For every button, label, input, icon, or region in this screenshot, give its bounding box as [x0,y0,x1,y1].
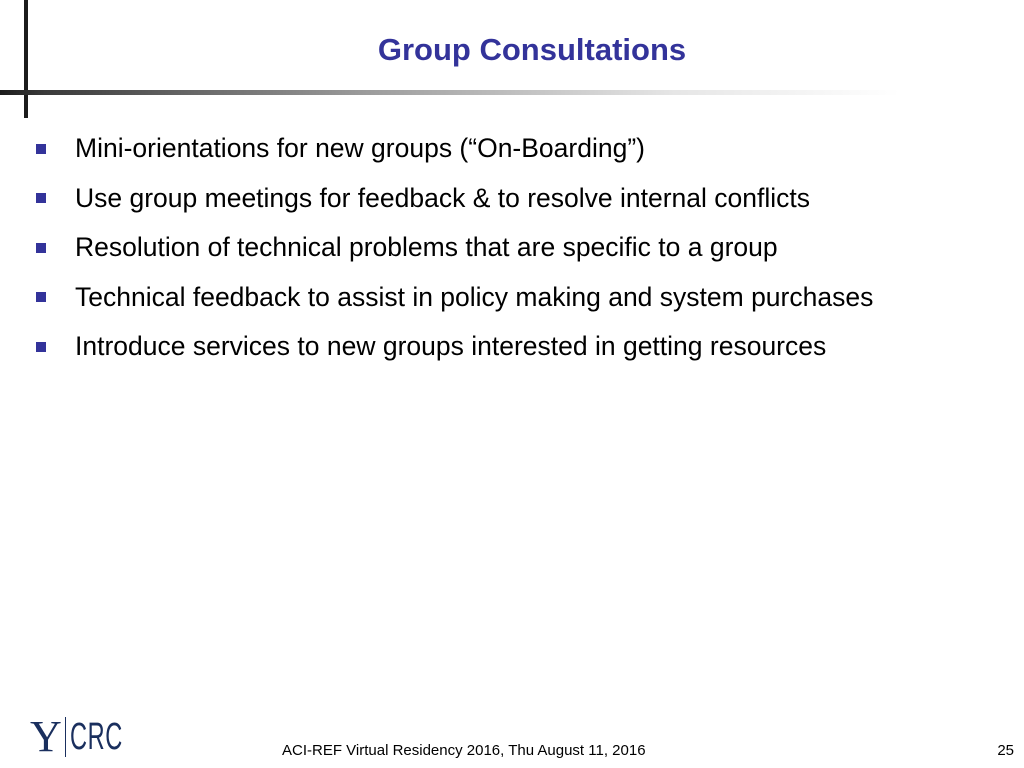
ycrc-logo [30,714,155,760]
square-bullet-icon [36,243,46,253]
bullet-item [36,322,873,372]
logo-y-text: Y [30,712,62,761]
slide-title: Group Consultations [377,32,687,67]
bullet-item [36,273,873,323]
footer-text: ACI-REF Virtual Residency 2016, Thu August 11, 2016 [282,742,646,759]
bullet-text: Technical feedback to assist in policy making and system purchases [75,281,874,312]
vertical-rule [24,0,28,118]
bullet-text: Introduce services to new groups interested in getting resources [75,331,827,362]
bullet-list [36,124,873,372]
bullet-text: Resolution of technical problems that are specific to a group [75,232,778,263]
horizontal-rule [0,90,900,95]
square-bullet-icon [36,193,46,203]
page-number: 25 [997,742,1014,759]
bullet-item [36,124,873,174]
square-bullet-icon [36,342,46,352]
bullet-item [36,174,873,224]
bullet-text: Mini-orientations for new groups (“On-Boarding”) [75,133,645,164]
bullet-text: Use group meetings for feedback & to resolve internal conflicts [75,182,811,213]
square-bullet-icon [36,292,46,302]
logo-divider [65,717,66,757]
square-bullet-icon [36,144,46,154]
logo-crc-text: CRC [69,716,123,758]
bullet-item [36,223,873,273]
